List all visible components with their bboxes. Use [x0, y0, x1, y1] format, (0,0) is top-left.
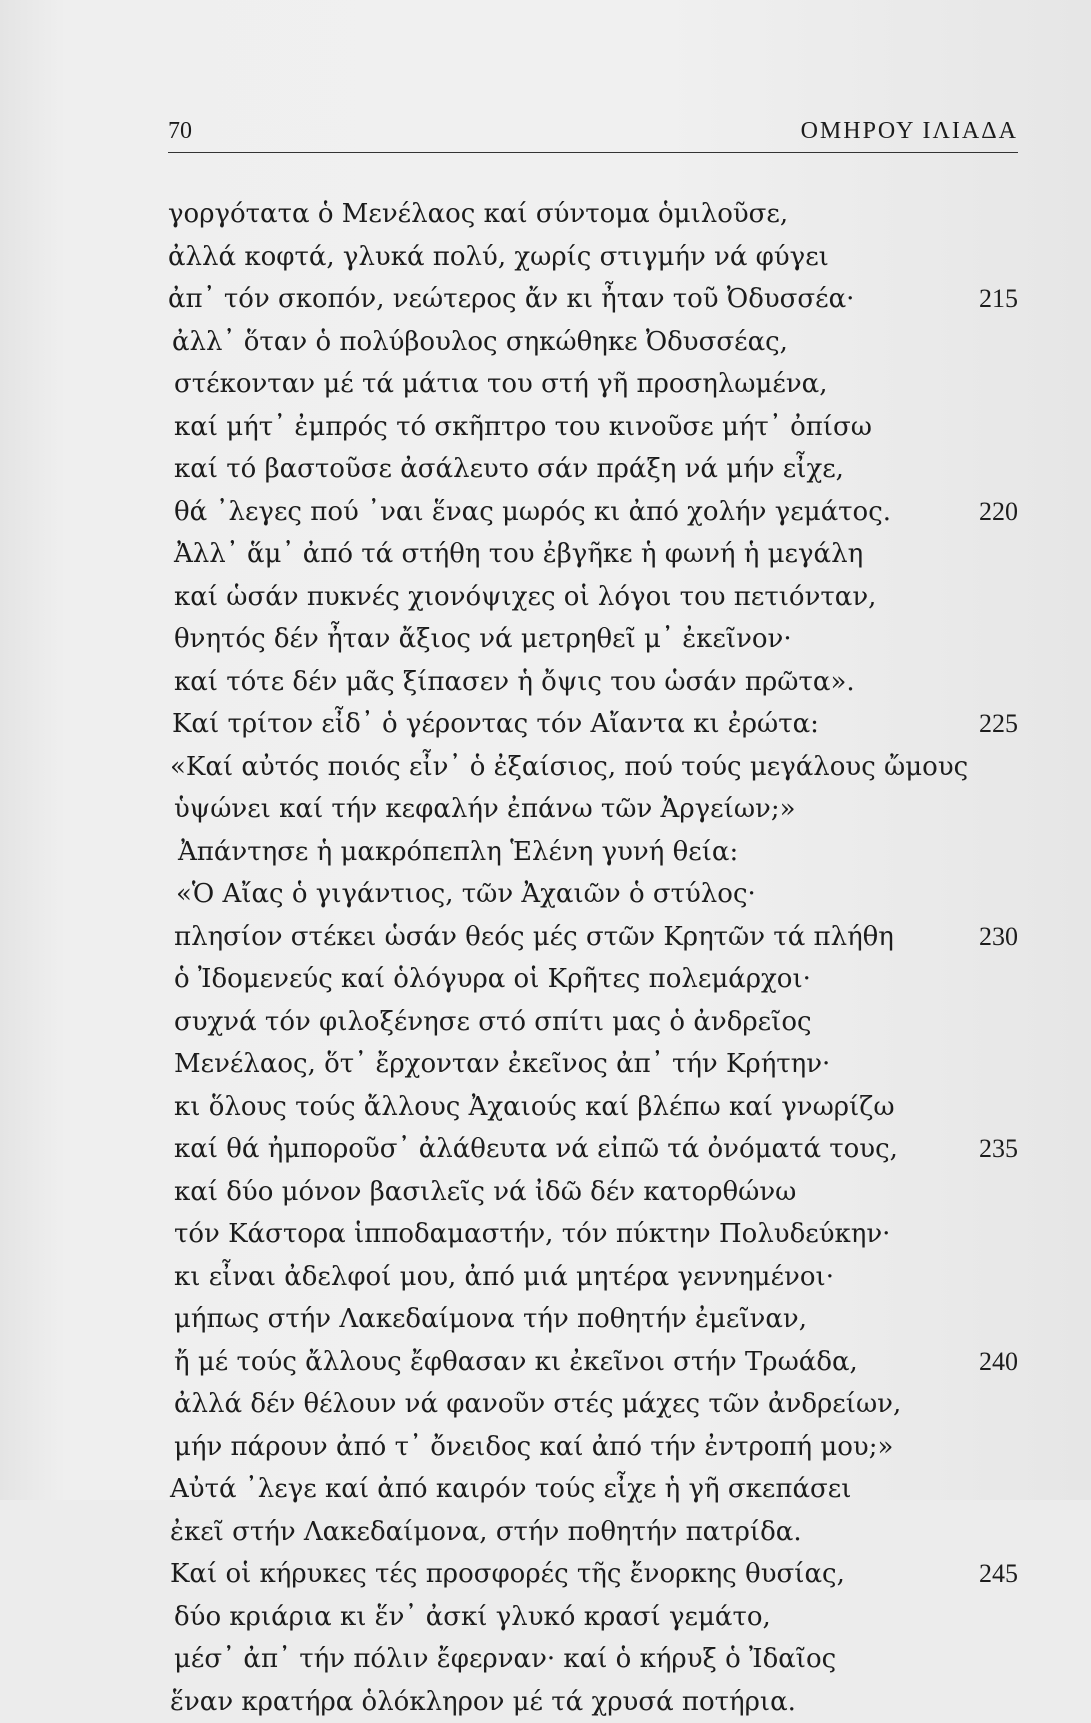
- running-title: ΟΜΗΡΟΥ ΙΛΙΑΔΑ: [801, 118, 1018, 145]
- verse-text: Ἀλλ᾽ ἅμ᾽ ἀπό τά στήθη του ἐβγῆκε ἡ φωνή ἡ μεγάλη: [174, 533, 863, 576]
- line-number: 215: [979, 278, 1018, 321]
- verse-line: [168, 1086, 1018, 1129]
- verse-line: [168, 618, 1018, 661]
- line-number: 245: [979, 1553, 1018, 1596]
- verse-text: καί δύο μόνον βασιλεῖς νά ἰδῶ δέν κατορθώνω: [174, 1171, 796, 1214]
- verse-text: καί τότε δέν μᾶς ξίπασεν ἡ ὄψις του ὡσάν πρῶτα».: [174, 661, 855, 704]
- verse-line: [168, 1213, 1018, 1256]
- verse-line: [168, 873, 1018, 916]
- verse-text: ἀλλ᾽ ὅταν ὁ πολύβουλος σηκώθηκε Ὀδυσσέας,: [172, 321, 788, 364]
- verse-text: Καί οἱ κήρυκες τές προσφορές τῆς ἔνορκης θυσίας,: [170, 1553, 845, 1596]
- verse-line: [168, 533, 1018, 576]
- verse-text: «Καί αὐτός ποιός εἶν᾽ ὁ ἐξαίσιος, πού τούς μεγάλους ὤμους: [170, 746, 968, 789]
- header-rule: [168, 152, 1018, 153]
- verse-line: [168, 916, 1018, 959]
- verse-text: ἕναν κρατήρα ὁλόκληρον μέ τά χρυσά ποτήρια.: [170, 1681, 796, 1723]
- verse-line: [168, 1596, 1018, 1639]
- verse-line: [168, 1298, 1018, 1341]
- verse-line: [168, 1511, 1018, 1554]
- verse-line: [168, 788, 1018, 831]
- verse-text: Ἀπάντησε ἡ μακρόπεπλη Ἑλένη γυνή θεία:: [178, 831, 738, 874]
- verse-text: κι εἶναι ἀδελφοί μου, ἀπό μιά μητέρα γεννημένοι·: [174, 1256, 834, 1299]
- line-number: 240: [979, 1341, 1018, 1384]
- verse-text: ὁ Ἰδομενεύς καί ὁλόγυρα οἱ Κρῆτες πολεμάρχοι·: [174, 958, 811, 1001]
- verse-text: καί τό βαστοῦσε ἀσάλευτο σάν πράξη νά μήν εἶχε,: [174, 448, 844, 491]
- verse-line: [168, 1256, 1018, 1299]
- poem-text: [168, 193, 1018, 1723]
- verse-line: [168, 1638, 1018, 1681]
- line-number: 220: [979, 491, 1018, 534]
- verse-text: μήν πάρουν ἀπό τ᾽ ὄνειδος καί ἀπό τήν ἐντροπή μου;»: [174, 1426, 893, 1469]
- verse-text: καί θά ἠμποροῦσ᾽ ἀλάθευτα νά εἰπῶ τά ὀνόματά τους,: [174, 1128, 898, 1171]
- verse-line: [168, 193, 1018, 236]
- verse-line: [168, 576, 1018, 619]
- verse-line: [168, 278, 1018, 321]
- verse-line: [168, 831, 1018, 874]
- verse-text: μήπως στήν Λακεδαίμονα τήν ποθητήν ἐμεῖναν,: [174, 1298, 807, 1341]
- verse-text: Καί τρίτον εἶδ᾽ ὁ γέροντας τόν Αἴαντα κι ἐρώτα:: [172, 703, 819, 746]
- line-number: 230: [979, 916, 1018, 959]
- verse-text: τόν Κάστορα ἱπποδαμαστήν, τόν πύκτην Πολυδεύκην·: [174, 1213, 890, 1256]
- verse-text: «Ὁ Αἴας ὁ γιγάντιος, τῶν Ἀχαιῶν ὁ στύλος·: [176, 873, 756, 916]
- verse-line: [168, 1681, 1018, 1723]
- verse-line: [168, 1128, 1018, 1171]
- verse-text: ἀπ᾽ τόν σκοπόν, νεώτερος ἄν κι ἦταν τοῦ Ὀδυσσέα·: [168, 278, 854, 321]
- verse-line: [168, 363, 1018, 406]
- verse-text: ἤ μέ τούς ἄλλους ἔφθασαν κι ἐκεῖνοι στήν Τρωάδα,: [174, 1341, 858, 1384]
- verse-text: ἐκεῖ στήν Λακεδαίμονα, στήν ποθητήν πατρίδα.: [170, 1511, 802, 1554]
- verse-text: Αὐτά ᾽λεγε καί ἀπό καιρόν τούς εἶχε ἡ γῆ σκεπάσει: [170, 1468, 851, 1511]
- verse-text: πλησίον στέκει ὡσάν θεός μές στῶν Κρητῶν τά πλήθη: [174, 916, 894, 959]
- verse-line: [168, 448, 1018, 491]
- verse-line: [168, 1426, 1018, 1469]
- verse-text: ἀλλά δέν θέλουν νά φανοῦν στές μάχες τῶν ἀνδρείων,: [174, 1383, 901, 1426]
- verse-line: [168, 958, 1018, 1001]
- verse-text: γοργότατα ὁ Μενέλαος καί σύντομα ὁμιλοῦσε,: [168, 193, 788, 236]
- verse-text: θά ᾽λεγες πού ᾽ναι ἕνας μωρός κι ἀπό χολήν γεμάτος.: [174, 491, 891, 534]
- verse-text: καί μήτ᾽ ἐμπρός τό σκῆπτρο του κινοῦσε μήτ᾽ ὀπίσω: [174, 406, 872, 449]
- verse-text: στέκονταν μέ τά μάτια του στή γῆ προσηλωμένα,: [174, 363, 828, 406]
- verse-line: [168, 1171, 1018, 1214]
- verse-text: κι ὅλους τούς ἄλλους Ἀχαιούς καί βλέπω καί γνωρίζω: [174, 1086, 895, 1129]
- verse-line: [168, 236, 1018, 279]
- verse-line: [168, 703, 1018, 746]
- page-header: [168, 118, 1018, 154]
- verse-text: καί ὡσάν πυκνές χιονόψιχες οἱ λόγοι του πετιόνταν,: [174, 576, 876, 619]
- line-number: 235: [979, 1128, 1018, 1171]
- verse-text: δύο κριάρια κι ἕν᾽ ἀσκί γλυκό κρασί γεμάτο,: [174, 1596, 771, 1639]
- verse-text: ὑψώνει καί τήν κεφαλήν ἐπάνω τῶν Ἀργείων;»: [174, 788, 796, 831]
- line-number: 225: [979, 703, 1018, 746]
- verse-text: συχνά τόν φιλοξένησε στό σπίτι μας ὁ ἀνδρεῖος: [174, 1001, 812, 1044]
- verse-text: μέσ᾽ ἀπ᾽ τήν πόλιν ἔφερναν· καί ὁ κήρυξ ὁ Ἰδαῖος: [174, 1638, 836, 1681]
- verse-line: [168, 1001, 1018, 1044]
- verse-line: [168, 746, 1018, 789]
- verse-line: [168, 1383, 1018, 1426]
- verse-line: [168, 1341, 1018, 1384]
- verse-line: [168, 661, 1018, 704]
- verse-text: θνητός δέν ἦταν ἄξιος νά μετρηθεῖ μ᾽ ἐκεῖνον·: [174, 618, 792, 661]
- page-number: 70: [168, 118, 192, 145]
- verse-line: [168, 1553, 1018, 1596]
- verse-line: [168, 1043, 1018, 1086]
- verse-line: [168, 321, 1018, 364]
- verse-line: [168, 1468, 1018, 1511]
- verse-text: Μενέλαος, ὅτ᾽ ἔρχονταν ἐκεῖνος ἀπ᾽ τήν Κρήτην·: [174, 1043, 830, 1086]
- verse-line: [168, 406, 1018, 449]
- verse-line: [168, 491, 1018, 534]
- verse-text: ἀλλά κοφτά, γλυκά πολύ, χωρίς στιγμήν νά φύγει: [168, 236, 829, 279]
